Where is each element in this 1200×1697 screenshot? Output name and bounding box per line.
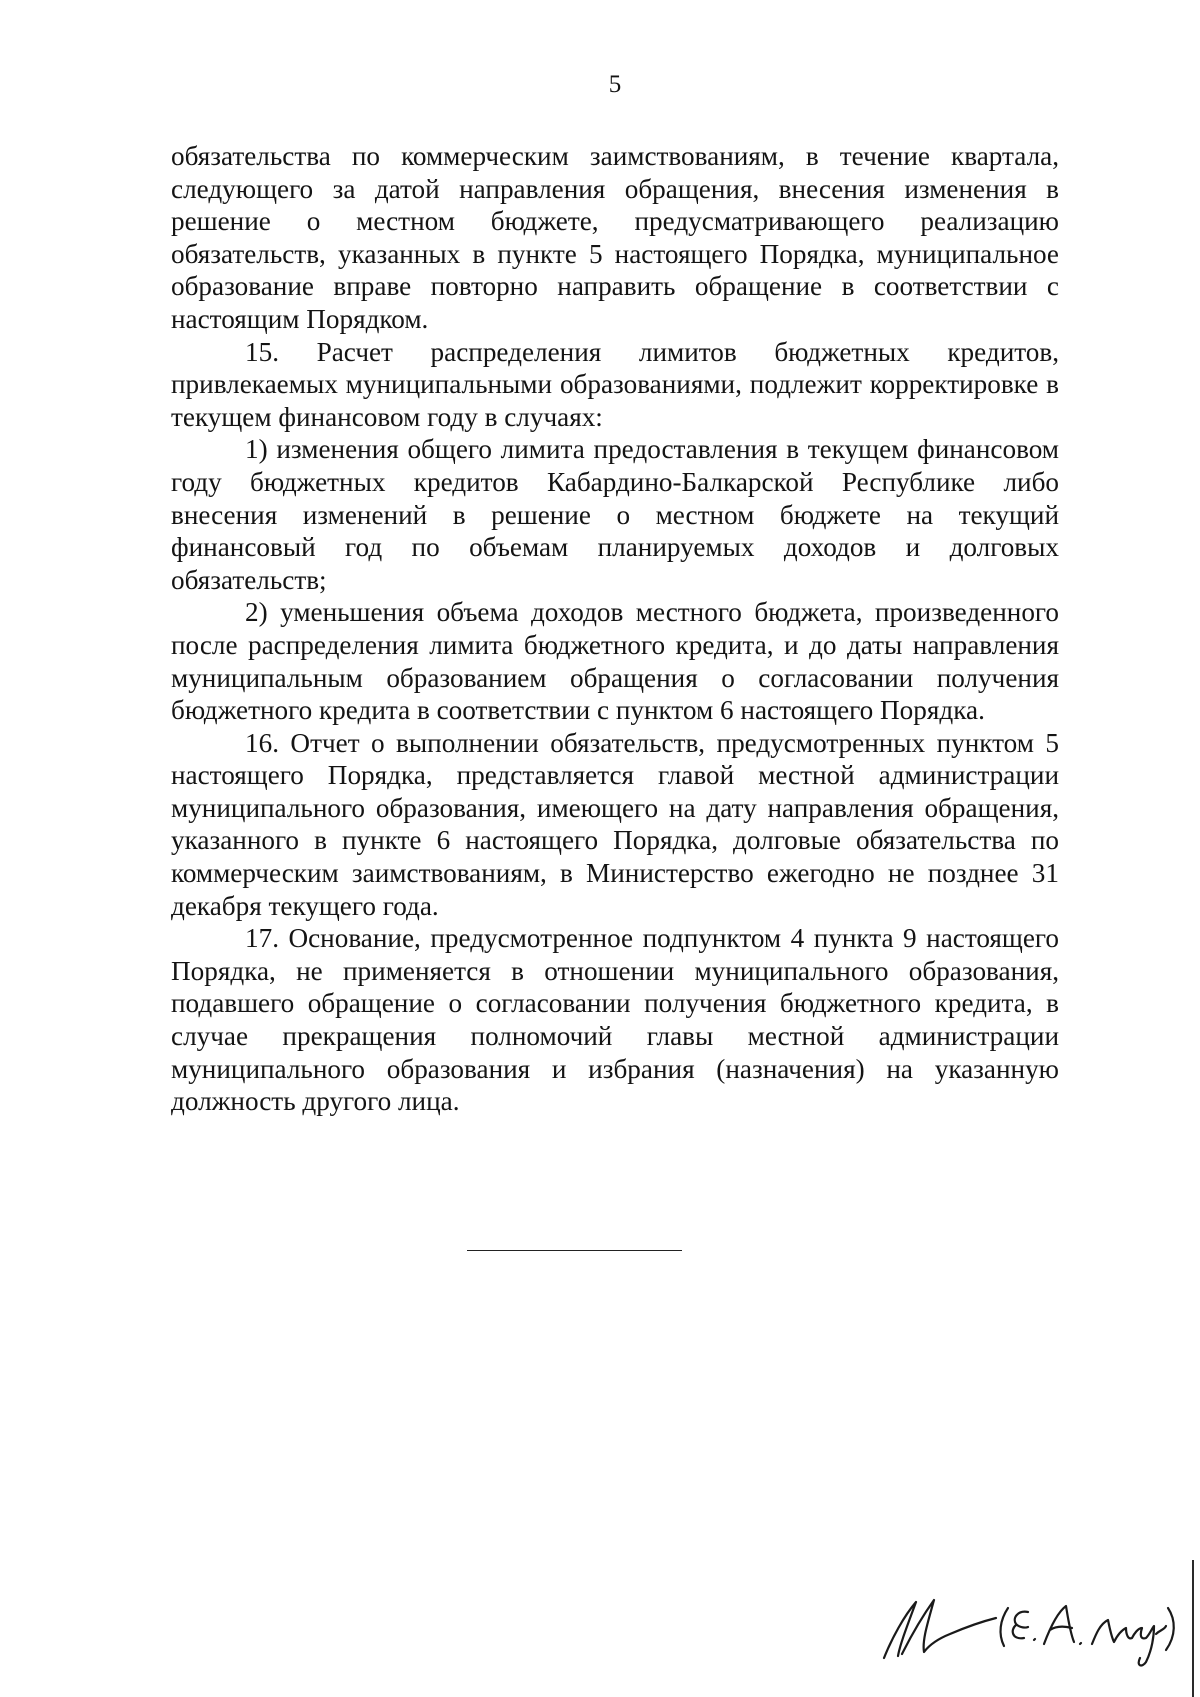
paragraph-clause-17: 17. Основание, предусмотренное подпунктом 4 пункта 9 настоящего Порядка, не применяется в отношении муниципального образования, подавшего обращение о согласовании получения бюджетного кредита, в случае прекращения полномочий главы местной администрации муниципального образования и избрания (назначения) на указанную должность другого лица.	[171, 923, 1059, 1117]
page-number: 5	[608, 71, 622, 98]
paragraph-clause-15-item-1: 1) изменения общего лимита предоставления в текущем финансовом году бюджетных кредитов Кабардино-Балкарской Республике либо внесения изменений в решение о местном бюджете на текущий финансовый год по объемам планируемых доходов и долговых обязательств;	[171, 434, 1059, 595]
end-separator-line	[467, 1250, 682, 1251]
scan-edge-line	[1192, 1560, 1194, 1697]
paragraph-continuation: обязательства по коммерческим заимствованиям, в течение квартала, следующего за датой направления обращения, внесения изменения в решение о местном бюджете, предусматривающего реализацию обязательств, указанных в пункте 5 настоящего Порядка, муниципальное образование вправе повторно направить обращение в соответствии с настоящим Порядком.	[171, 141, 1059, 334]
paragraph-clause-15-item-2: 2) уменьшения объема доходов местного бюджета, произведенного после распределения лимита бюджетного кредита, и до даты направления муниципальным образованием обращения о согласовании получения бюджетного кредита в соответствии с пунктом 6 настоящего Порядка.	[171, 597, 1059, 726]
handwritten-signature	[878, 1578, 1178, 1678]
paragraph-clause-16: 16. Отчет о выполнении обязательств, предусмотренных пунктом 5 настоящего Порядка, представляется главой местной администрации муниципального образования, имеющего на дату направления обращения, указанного в пункте 6 настоящего Порядка, долговые обязательства по коммерческим заимствованиям, в Министерство ежегодно не позднее 31 декабря текущего года.	[171, 727, 1059, 921]
document-body	[171, 140, 1059, 1118]
paragraph-clause-15: 15. Расчет распределения лимитов бюджетных кредитов, привлекаемых муниципальными образованиями, подлежит корректировке в текущем финансовом году в случаях:	[171, 336, 1059, 432]
